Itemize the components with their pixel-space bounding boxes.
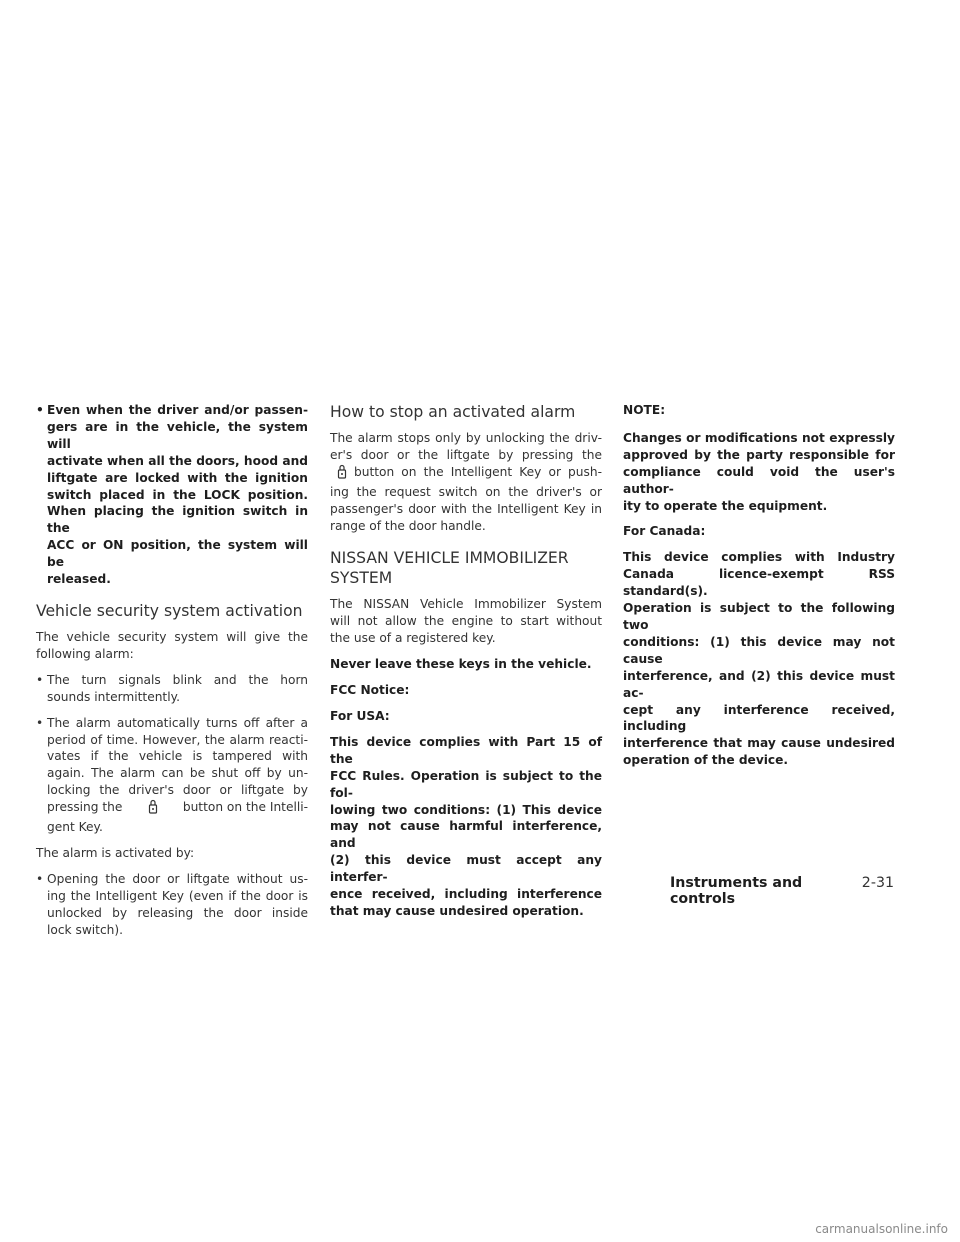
text-line: interference that may cause undesired bbox=[623, 736, 895, 751]
text-line: unlocked by releasing the door inside bbox=[47, 905, 308, 920]
key-lock-icon bbox=[147, 799, 159, 819]
text-line: that may cause undesired operation. bbox=[330, 903, 584, 918]
bullet-dot: • bbox=[36, 871, 44, 886]
text-line: lowing two conditions: (1) This device bbox=[330, 802, 602, 817]
text-fragment: button on the Intelligent Key or push- bbox=[354, 464, 602, 479]
text-line: Changes or modifications not expressly bbox=[623, 430, 895, 445]
text-line: switch placed in the LOCK position. bbox=[47, 487, 308, 502]
text-line: The alarm stops only by unlocking the driv- bbox=[330, 431, 602, 445]
text-line-with-icon bbox=[47, 799, 308, 819]
text-fragment: button on the Intelli- bbox=[182, 800, 308, 815]
text-line: ity to operate the equipment. bbox=[623, 498, 828, 513]
text-line: may not cause harmful interference, and bbox=[330, 819, 602, 851]
text-line: range of the door handle. bbox=[330, 518, 486, 533]
column-1 bbox=[36, 402, 308, 947]
text-line: The turn signals blink and the horn bbox=[47, 672, 308, 687]
text-line: activate when all the doors, hood and bbox=[47, 453, 308, 468]
section-title: Instruments and controls bbox=[670, 875, 803, 907]
text-line: ence received, including interference bbox=[330, 887, 602, 902]
text-line: Operation is subject to the following two bbox=[623, 601, 895, 632]
text-line: Opening the door or liftgate without us- bbox=[47, 871, 308, 886]
for-usa-label: For USA: bbox=[330, 708, 390, 723]
text-line: lock switch). bbox=[47, 922, 124, 937]
text-line: locking the driver's door or liftgate by bbox=[47, 783, 308, 798]
column-2 bbox=[330, 402, 602, 929]
heading-stop-alarm: How to stop an activated alarm bbox=[330, 403, 576, 421]
text-line: period of time. However, the alarm reacti- bbox=[47, 732, 308, 747]
text-line: Even when the driver and/or passen- bbox=[47, 403, 308, 417]
column-3 bbox=[623, 402, 895, 778]
text-line: vates if the vehicle is tampered with bbox=[47, 749, 308, 764]
watermark: carmanualsonline.info bbox=[815, 1222, 948, 1236]
text-line: liftgate are locked with the ignition bbox=[47, 470, 308, 485]
bullet-dot: • bbox=[36, 672, 44, 687]
page-number: 2-31 bbox=[861, 875, 894, 891]
note-label: NOTE: bbox=[623, 403, 666, 417]
text-line: conditions: (1) this device may not cause bbox=[623, 634, 895, 666]
text-fragment: pressing the bbox=[47, 800, 123, 815]
text-line: The NISSAN Vehicle Immobilizer System bbox=[330, 597, 602, 612]
text-line: ing the Intelligent Key (even if the door is bbox=[47, 888, 308, 903]
text-line: ACC or ON position, the system will be bbox=[47, 538, 308, 570]
text-line: gers are in the vehicle, the system will bbox=[47, 419, 308, 451]
text-line: This device complies with Industry bbox=[623, 550, 895, 565]
list-item-turn-signals bbox=[36, 672, 308, 706]
text-line: operation of the device. bbox=[623, 753, 789, 768]
text-line: The vehicle security system will give the bbox=[36, 629, 308, 644]
text-line: released. bbox=[47, 572, 111, 587]
text-line: This device complies with Part 15 of the bbox=[330, 734, 602, 766]
never-leave-keys: Never leave these keys in the vehicle. bbox=[330, 657, 592, 672]
heading-security-activation: Vehicle security system activation bbox=[36, 601, 303, 620]
text-line: following alarm: bbox=[36, 646, 134, 661]
text-line: ing the request switch on the driver's or bbox=[330, 484, 602, 499]
text-line: sounds intermittently. bbox=[47, 689, 180, 704]
text-line: compliance could void the user's author- bbox=[623, 464, 895, 496]
text-line: gent Key. bbox=[47, 820, 103, 835]
text-line: Canada licence-exempt RSS standard(s). bbox=[623, 567, 895, 599]
text-line: The alarm automatically turns off after a bbox=[47, 715, 308, 730]
text-line: approved by the party responsible for bbox=[623, 447, 895, 462]
canada-paragraph bbox=[623, 549, 895, 769]
text-line: NISSAN VEHICLE IMMOBILIZER bbox=[330, 549, 569, 568]
fcc-paragraph bbox=[330, 734, 602, 920]
heading-immobilizer bbox=[330, 548, 602, 588]
list-item-auto-off bbox=[36, 715, 308, 836]
text-line-with-icon bbox=[330, 464, 602, 484]
bullet-dot: • bbox=[36, 715, 44, 730]
key-lock-icon bbox=[336, 464, 348, 484]
text-line: er's door or the liftgate by pressing the bbox=[330, 447, 602, 462]
intro-paragraph bbox=[36, 629, 308, 663]
immobilizer-paragraph bbox=[330, 596, 602, 647]
stop-alarm-paragraph bbox=[330, 430, 602, 534]
text-line: passenger's door with the Intelligent Key in bbox=[330, 501, 602, 516]
text-line: again. The alarm can be shut off by un- bbox=[47, 766, 308, 781]
bullet-dot: • bbox=[36, 403, 44, 417]
text-line: (2) this device must accept any interfer- bbox=[330, 853, 602, 885]
note-paragraph bbox=[623, 430, 895, 515]
text-line: SYSTEM bbox=[330, 569, 393, 588]
list-item-opening-door bbox=[36, 871, 308, 939]
page-footer bbox=[670, 875, 894, 907]
bullet-warning bbox=[36, 402, 308, 588]
text-line: will not allow the engine to start without bbox=[330, 614, 602, 629]
text-line: interference, and (2) this device must ac- bbox=[623, 668, 895, 700]
text-line: cept any interference received, including bbox=[623, 702, 895, 734]
activated-by-label: The alarm is activated by: bbox=[36, 845, 195, 860]
text-line: When placing the ignition switch in the bbox=[47, 504, 308, 536]
text-line: the use of a registered key. bbox=[330, 631, 496, 646]
fcc-notice-label: FCC Notice: bbox=[330, 683, 410, 698]
for-canada-label: For Canada: bbox=[623, 524, 706, 539]
text-line: FCC Rules. Operation is subject to the fol- bbox=[330, 768, 602, 800]
